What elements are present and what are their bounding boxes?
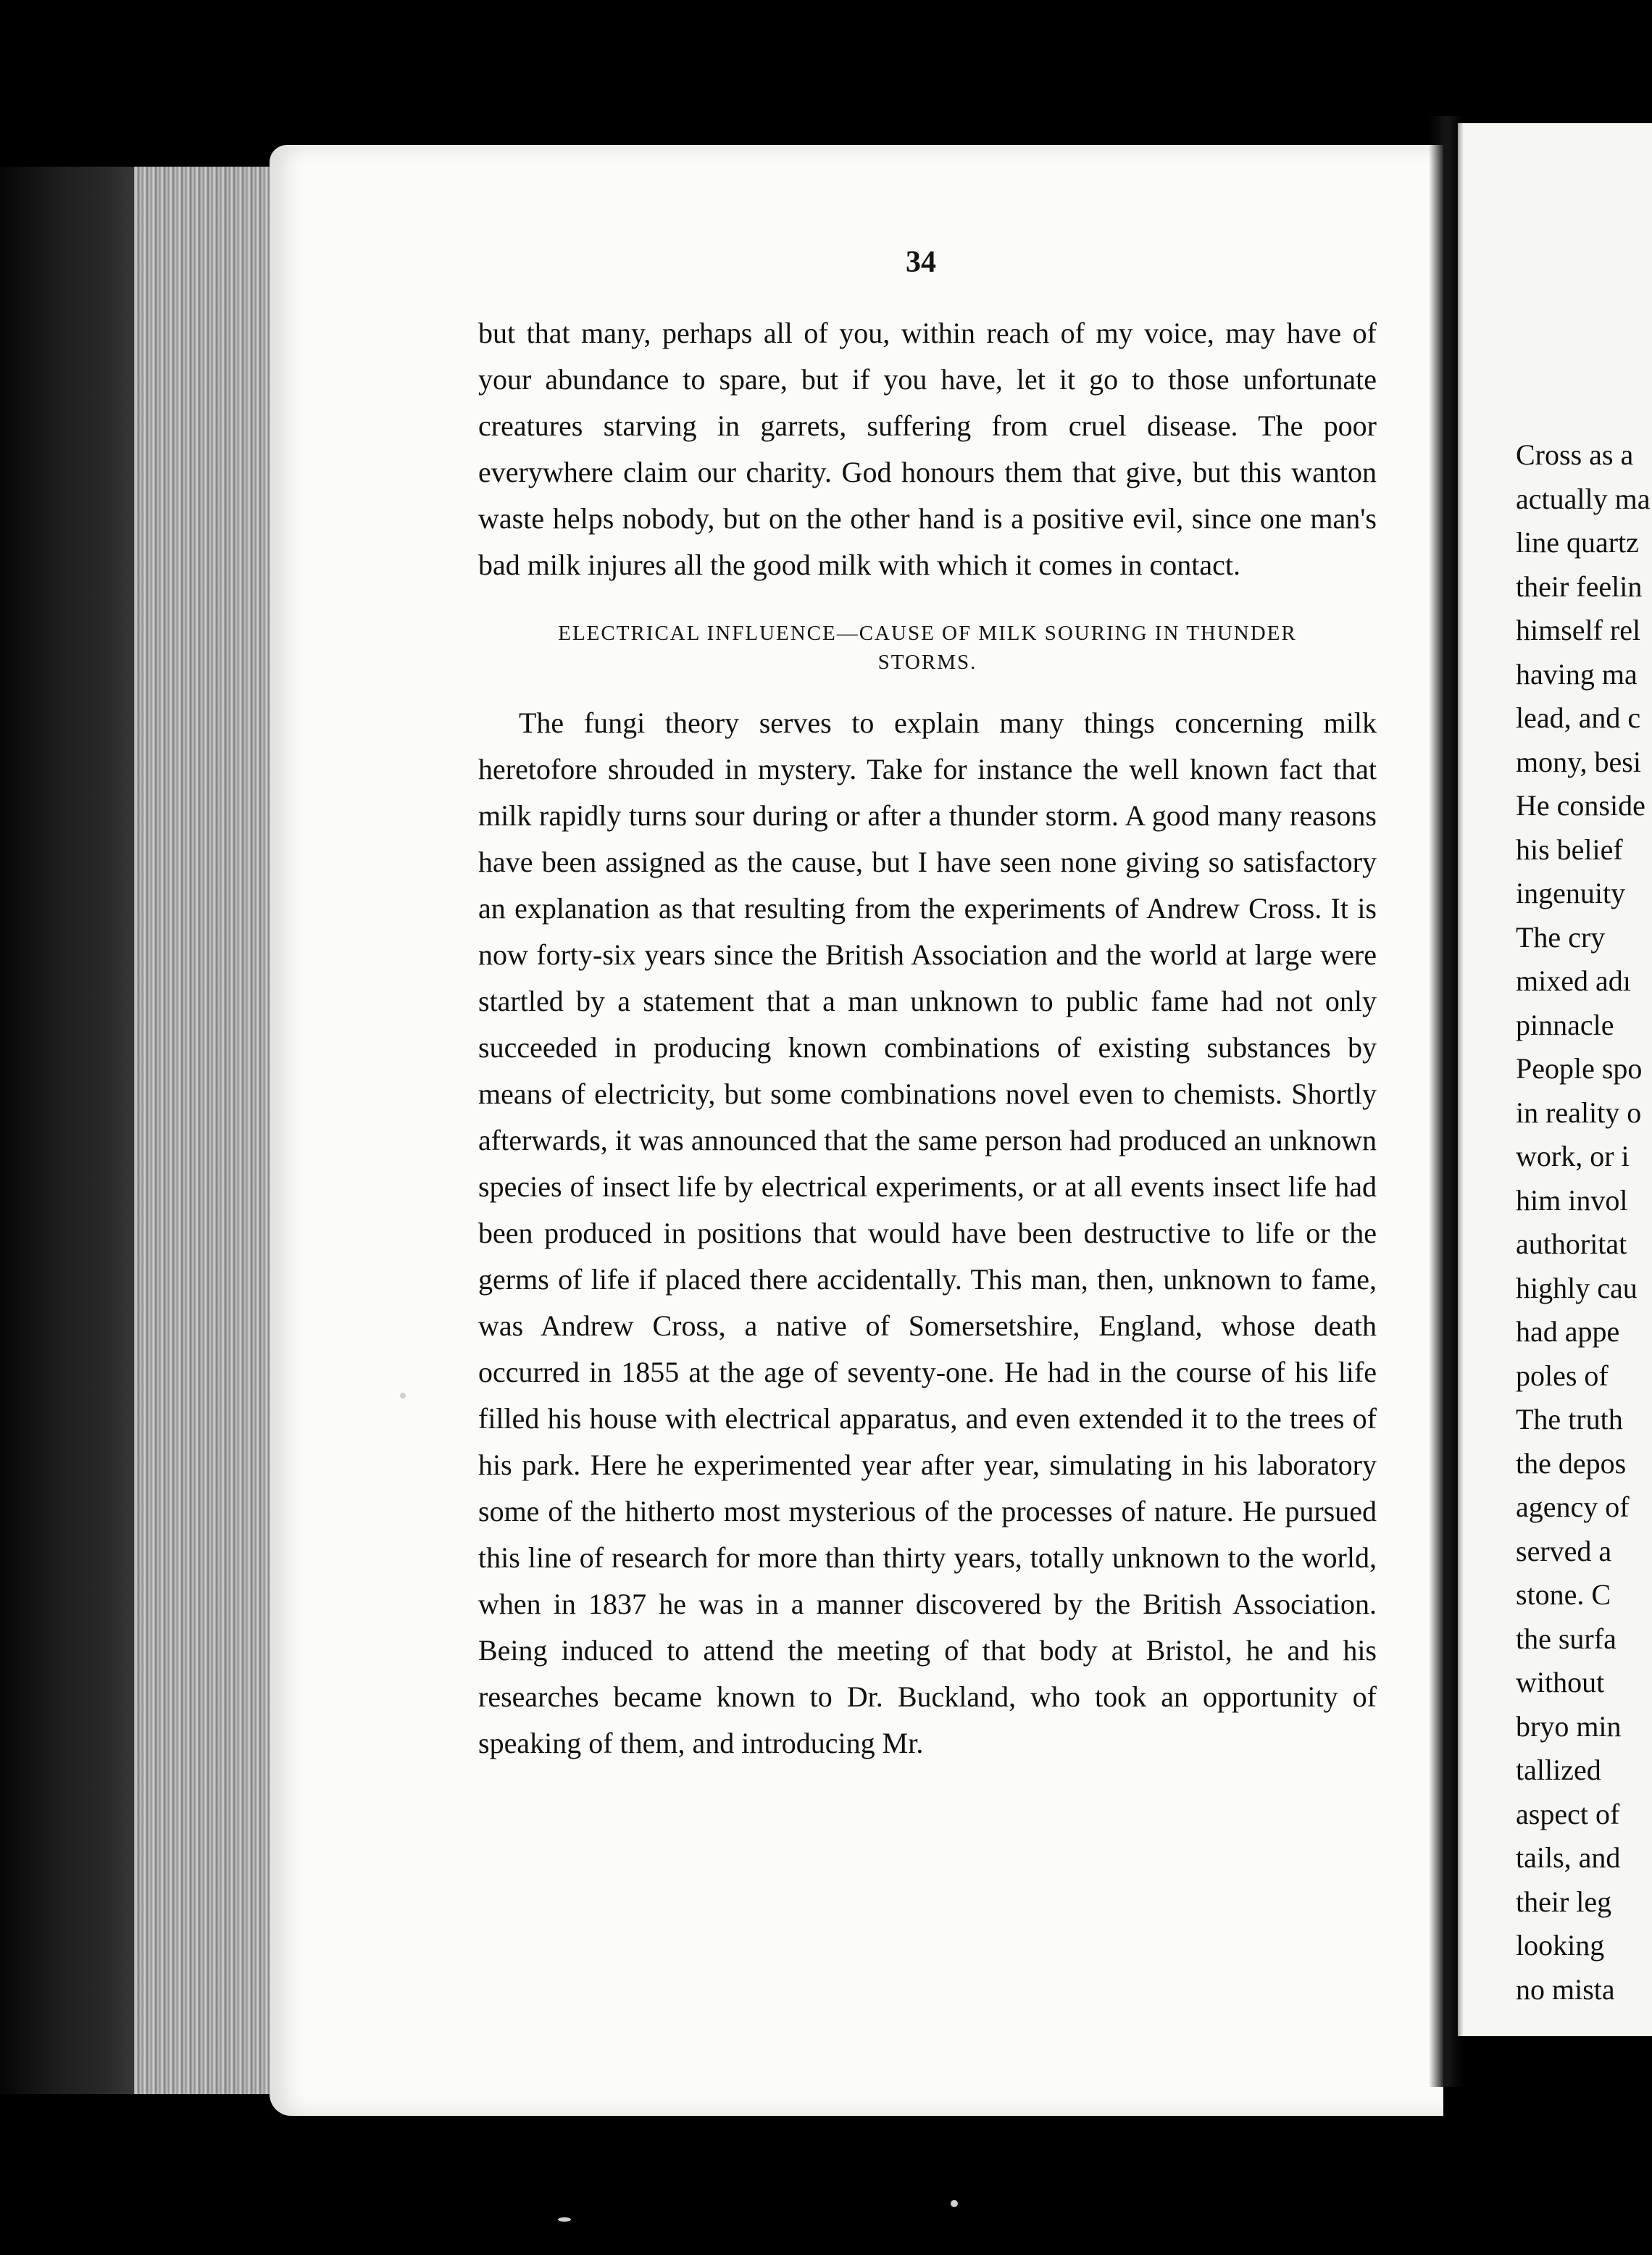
right-page-line: authoritat (1516, 1227, 1627, 1260)
paragraph-2: The fungi theory serves to explain many things concerning milk heretofore shrouded in mystery. Take for instance the well known fact that milk rapidly turns sour during or after a thunder storm. A good many reasons have been assigned as the cause, but I have seen none giving so satisfactory an explanation as that resulting from the experiments of Andrew Cross. It is now forty-six years since the British Association and the world at large were startled by a statement that a man unknown to public fame had not only succeeded in producing known combinations of existing substances by means of electricity, but some combinations novel even to chemists. Shortly afterwards, it was announced that the same person had produced an unknown species of insect life by electrical experiments, or at all events insect life had been produced in positions that would have been destructive to life or the germs of life if placed there accidentally. This man, then, unknown to fame, was Andrew Cross, a native of Somersetshire, England, whose death occurred in 1855 at the age of seventy-one. He had in the course of his life filled his house with electrical apparatus, and even extended it to the trees of his park. Here he experimented year after year, simulating in his laboratory some of the hitherto most mysterious of the processes of nature. He pursued this line of research for more than thirty years, totally unknown to the world, when in 1837 he was in a manner discovered by the British Association. Being induced to attend the meeting of that body at Bristol, he and his researches became known to Dr. Buckland, who took an opportunity of speaking of them, and introducing Mr. (478, 706, 1377, 1759)
right-page-line: ingenuity (1516, 877, 1626, 909)
right-page-line: stone. C (1516, 1578, 1611, 1611)
right-page-line: actually ma (1516, 482, 1651, 515)
paragraph-1: but that many, perhaps all of you, within reach of my voice, may have of your abundance to spare, but if you have, let it go to those unfortunate creatures starving in garrets, suffering from cruel disease. The poor everywhere claim our charity. God honours them that give, but this wanton waste helps nobody, but on the other hand is a positive evil, since one man's bad milk injures all the good milk with which it comes in contact. (478, 317, 1377, 581)
right-page-line: line quartz (1516, 526, 1639, 559)
right-page-line: People spo (1516, 1052, 1643, 1085)
page-number: 34 (906, 246, 936, 279)
section-heading-line-2: STORMS. (877, 651, 977, 674)
right-page-line: tallized (1516, 1754, 1601, 1786)
book-gutter (1429, 116, 1464, 2087)
right-page-line: mony, besi (1516, 745, 1641, 778)
right-page-line: Cross as a (1516, 438, 1634, 471)
speck (400, 1393, 406, 1399)
right-page-line: no mista (1516, 1972, 1615, 2006)
right-page-line: himself rel (1516, 614, 1641, 646)
right-page-line: mixed adı (1516, 964, 1631, 997)
speck (558, 2217, 571, 2222)
right-page-line: poles of (1516, 1359, 1609, 1392)
right-page-line: served a (1516, 1534, 1612, 1567)
section-heading (478, 619, 1377, 677)
speck (951, 2200, 958, 2207)
right-page-line: agency of (1516, 1491, 1630, 1523)
right-page-line: The truth (1516, 1403, 1623, 1435)
right-page-line: work, or i (1516, 1140, 1630, 1172)
right-page-line: his belief (1516, 833, 1623, 866)
right-page-line: in reality o (1516, 1096, 1642, 1129)
right-page-line: their feelin (1516, 570, 1643, 603)
right-page-line: bryo min (1516, 1709, 1622, 1743)
right-page-text (1516, 433, 1652, 2012)
right-page-line: having ma (1516, 657, 1638, 691)
section-heading-line-1: ELECTRICAL INFLUENCE—CAUSE OF MILK SOURING IN THUNDER (558, 622, 1297, 645)
right-page-line: lead, and c (1516, 701, 1641, 734)
right-page-line: pinnacle (1516, 1008, 1614, 1041)
right-page (1458, 123, 1652, 2036)
right-page-line: aspect of (1516, 1797, 1620, 1830)
right-page-line: the depos (1516, 1446, 1627, 1480)
page-edges (134, 167, 272, 2094)
book-spine (0, 167, 138, 2094)
right-page-line: without (1516, 1666, 1605, 1698)
right-page-line: looking (1516, 1929, 1605, 1962)
right-page-line: The cry (1516, 920, 1606, 954)
right-page-line: tails, and (1516, 1841, 1621, 1874)
right-page-line: him invol (1516, 1183, 1628, 1217)
left-page-text (478, 310, 1377, 1767)
right-page-line: highly cau (1516, 1271, 1638, 1304)
right-page-line: the surfa (1516, 1622, 1616, 1655)
right-page-line: had appe (1516, 1315, 1620, 1348)
right-page-line: He conside (1516, 789, 1645, 822)
right-page-line: their leg (1516, 1885, 1612, 1918)
